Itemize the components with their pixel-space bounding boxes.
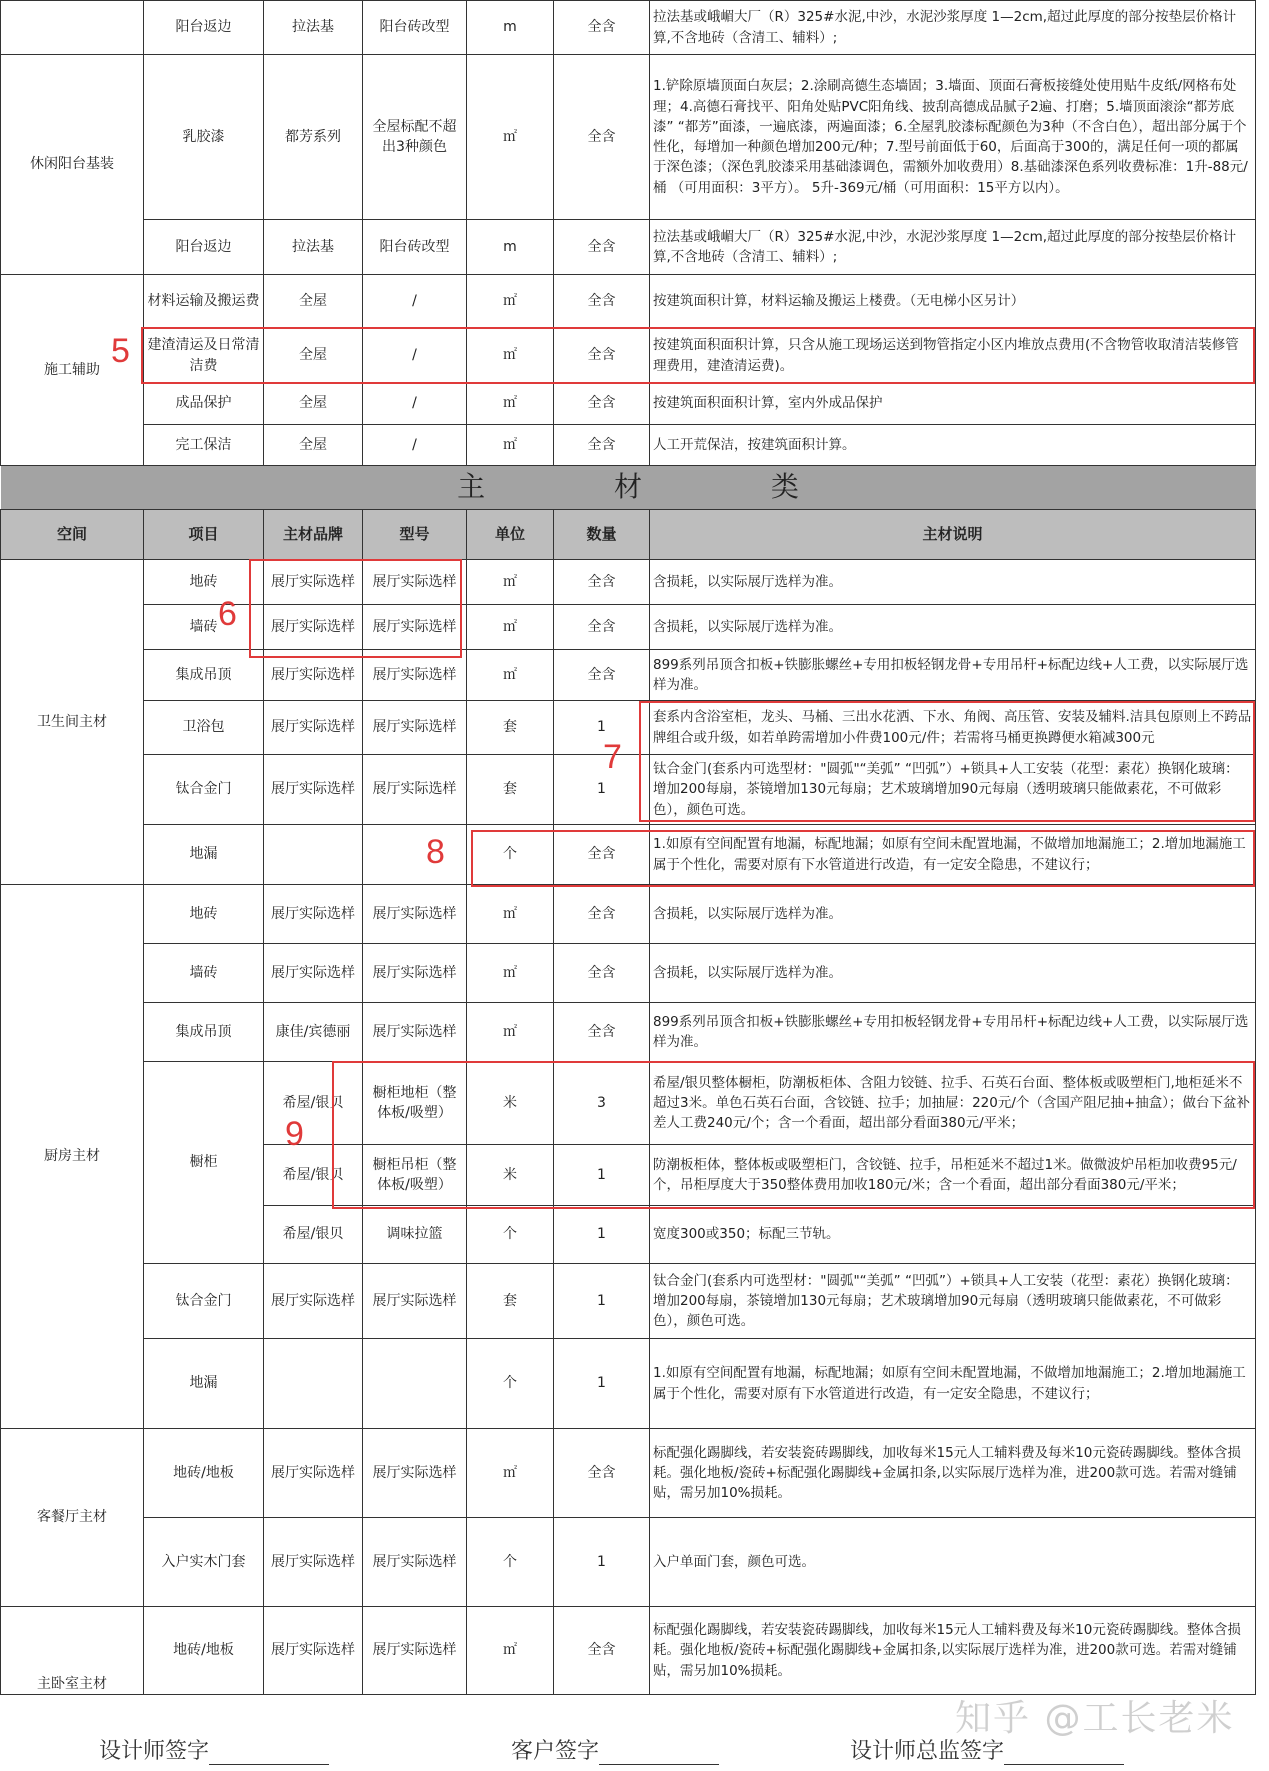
description-cell: 含损耗，以实际展厅选样为准。 (650, 605, 1256, 650)
description-cell: 1.铲除原墙顶面白灰层；2.涂刷高德生态墙固；3.墙面、顶面石膏板接缝处使用贴牛皮纸/网格布处理；4.高德石膏找平、阳角处贴PVC阳角线、披刮高德成品腻子2遍、打磨；5.墙顶面滚涂“都芳底漆” “都芳”面漆，一遍底漆，两遍面漆；6.全屋乳胶漆标配颜色为3种（不含白色），超出部分属于个性化，每增加一种颜色增加200元/种；7.型号前面低于60，后面高于300的，满足任何一项的都属于深色漆；（深色乳胶漆采用基础漆调色，需额外加收费用）8.基础漆深色系列收费标准：1升-88元/桶 （可用面积：3平方）。 5升-369元/桶（可用面积：15平方以内）。 (650, 55, 1256, 220)
annotation-number-9: 9 (285, 1115, 304, 1153)
column-header: 型号 (363, 510, 467, 560)
model-cell: 展厅实际选样 (363, 701, 467, 755)
brand-cell (264, 1339, 363, 1429)
qty-cell: 全含 (554, 1429, 650, 1518)
description-cell: 按建筑面积面积计算，室内外成品保护 (650, 383, 1256, 425)
table-row (1, 220, 1256, 275)
item-cell: 乳胶漆 (144, 55, 264, 220)
brand-cell: 全屋 (264, 329, 363, 383)
item-cell: 阳台返边 (144, 220, 264, 275)
table-row (1, 701, 1256, 755)
description-cell: 标配强化踢脚线，若安装瓷砖踢脚线，加收每米15元人工辅料费及每米10元瓷砖踢脚线。整体含损耗。强化地板/瓷砖+标配强化踢脚线+金属扣条,以实际展厅选样为准，进200款可选。若需对缝铺贴，需另加10%损耗。 (650, 1429, 1256, 1518)
item-cell: 集成吊顶 (144, 1003, 264, 1062)
table-row (1, 1339, 1256, 1429)
director-signature-line[interactable] (1004, 1744, 1124, 1765)
description-cell: 钛合金门(套系内可选型材："圆弧"“美弧” “凹弧”）+锁具+人工安装（花型：素花）换钢化玻璃：增加200每扇，茶镜增加130元每扇；艺术玻璃增加90元每扇（透明玻璃只能做素花，不可做彩色），颜色可选。 (650, 1264, 1256, 1339)
watermark: 知乎 @工长老米 (955, 1698, 1235, 1739)
unit-cell: ㎡ (467, 275, 554, 329)
qty-cell: 1 (554, 701, 650, 755)
item-cell: 地漏 (144, 1339, 264, 1429)
table-row (1, 1003, 1256, 1062)
qty-cell: 全含 (554, 650, 650, 701)
director-signature-label: 设计师总监签字 (850, 1739, 1005, 1764)
item-cell: 卫浴包 (144, 701, 264, 755)
qty-cell: 全含 (554, 560, 650, 605)
item-cell: 入户实木门套 (144, 1518, 264, 1607)
annotation-number-6: 6 (218, 595, 237, 633)
qty-cell: 全含 (554, 944, 650, 1003)
table-row (1, 275, 1256, 329)
brand-cell: 展厅实际选样 (264, 755, 363, 825)
model-cell: 橱柜地柜（整体板/吸塑） (363, 1062, 467, 1145)
item-cell: 地砖 (144, 885, 264, 944)
column-header: 数量 (554, 510, 650, 560)
qty-cell: 1 (554, 1518, 650, 1607)
model-cell: / (363, 329, 467, 383)
designer-signature-line[interactable] (209, 1744, 329, 1765)
brand-cell: 展厅实际选样 (264, 885, 363, 944)
description-cell: 入户单面门套，颜色可选。 (650, 1518, 1256, 1607)
table-row (1, 329, 1256, 383)
model-cell: 展厅实际选样 (363, 605, 467, 650)
annotation-number-7: 7 (603, 738, 622, 776)
unit-cell: ㎡ (467, 1429, 554, 1518)
table-row (1, 560, 1256, 605)
qty-cell: 全含 (554, 605, 650, 650)
unit-cell: 个 (467, 1518, 554, 1607)
unit-cell: ㎡ (467, 944, 554, 1003)
item-cell: 墙砖 (144, 944, 264, 1003)
unit-cell: m (467, 220, 554, 275)
unit-cell: ㎡ (467, 55, 554, 220)
qty-cell: 全含 (554, 825, 650, 885)
item-cell: 橱柜 (144, 1062, 264, 1264)
unit-cell: 个 (467, 1206, 554, 1264)
item-cell: 钛合金门 (144, 755, 264, 825)
section-title-row (1, 466, 1256, 510)
brand-cell: 全屋 (264, 275, 363, 329)
model-cell: 展厅实际选样 (363, 650, 467, 701)
brand-cell: 希屋/银贝 (264, 1206, 363, 1264)
unit-cell: m (467, 1, 554, 55)
designer-signature-label: 设计师签字 (99, 1739, 210, 1764)
table-row (1, 1, 1256, 55)
qty-cell: 1 (554, 1339, 650, 1429)
unit-cell: ㎡ (467, 885, 554, 944)
unit-cell: ㎡ (467, 425, 554, 466)
description-cell: 1.如原有空间配置有地漏，标配地漏；如原有空间未配置地漏，不做增加地漏施工；2.增加地漏施工属于个性化，需要对原有下水管道进行改造，有一定安全隐患，不建议行； (650, 825, 1256, 885)
qty-cell: 1 (554, 755, 650, 825)
brand-cell: 展厅实际选样 (264, 1518, 363, 1607)
model-cell: 展厅实际选样 (363, 944, 467, 1003)
section-title: 主 材 类 (1, 466, 1256, 510)
description-cell: 钛合金门(套系内可选型材："圆弧"“美弧” “凹弧”）+锁具+人工安装（花型：素花）换钢化玻璃：增加200每扇，茶镜增加130元每扇；艺术玻璃增加90元每扇（透明玻璃只能做素花，不可做彩色），颜色可选。 (650, 755, 1256, 825)
unit-cell: ㎡ (467, 605, 554, 650)
column-header: 主材说明 (650, 510, 1256, 560)
table-row (1, 825, 1256, 885)
table-row (1, 650, 1256, 701)
model-cell (363, 825, 467, 885)
unit-cell: ㎡ (467, 1003, 554, 1062)
brand-cell (264, 825, 363, 885)
unit-cell: 个 (467, 825, 554, 885)
description-cell: 拉法基或峨嵋大厂（R）325#水泥,中沙，水泥沙浆厚度 1—2cm,超过此厚度的部分按垫层价格计算,不含地砖（含清工、辅料）; (650, 220, 1256, 275)
brand-cell: 全屋 (264, 425, 363, 466)
model-cell: 展厅实际选样 (363, 1264, 467, 1339)
description-cell: 按建筑面积计算，材料运输及搬运上楼费。（无电梯小区另计） (650, 275, 1256, 329)
description-cell: 套系内含浴室柜，龙头、马桶、三出水花洒、下水、角阀、高压管、安装及辅料.洁具包原则上不跨品牌组合或升级，如若单跨需增加小件费100元/件；若需将马桶更换蹲便水箱减300元 (650, 701, 1256, 755)
model-cell (363, 1339, 467, 1429)
space-cell: 客餐厅主材 (1, 1429, 144, 1607)
qty-cell: 全含 (554, 275, 650, 329)
model-cell: 展厅实际选样 (363, 1429, 467, 1518)
qty-cell: 全含 (554, 329, 650, 383)
item-cell: 完工保洁 (144, 425, 264, 466)
description-cell: 含损耗，以实际展厅选样为准。 (650, 560, 1256, 605)
model-cell: 展厅实际选样 (363, 560, 467, 605)
unit-cell: 米 (467, 1062, 554, 1145)
qty-cell: 全含 (554, 1607, 650, 1695)
table-row (1, 1607, 1256, 1695)
qty-cell: 1 (554, 1206, 650, 1264)
column-header: 单位 (467, 510, 554, 560)
table-row (1, 885, 1256, 944)
brand-cell: 希屋/银贝 (264, 1145, 363, 1206)
qty-cell: 全含 (554, 383, 650, 425)
brand-cell: 拉法基 (264, 220, 363, 275)
director-signature[interactable] (850, 1734, 1124, 1765)
qty-cell: 全含 (554, 1003, 650, 1062)
model-cell: 调味拉篮 (363, 1206, 467, 1264)
item-cell: 地砖/地板 (144, 1607, 264, 1695)
description-cell: 899系列吊顶含扣板+铁膨胀螺丝+专用扣板轻钢龙骨+专用吊杆+标配边线+人工费，以实际展厅选样为准。 (650, 1003, 1256, 1062)
table-row (1, 1264, 1256, 1339)
unit-cell: ㎡ (467, 560, 554, 605)
brand-cell: 全屋 (264, 383, 363, 425)
item-cell: 地砖 (144, 560, 264, 605)
model-cell: 展厅实际选样 (363, 1003, 467, 1062)
model-cell: / (363, 383, 467, 425)
space-cell: 休闲阳台基装 (1, 55, 144, 275)
customer-signature-line[interactable] (599, 1744, 719, 1765)
space-cell: 主卧室主材 (1, 1607, 144, 1695)
model-cell: / (363, 425, 467, 466)
model-cell: 展厅实际选样 (363, 885, 467, 944)
item-cell: 成品保护 (144, 383, 264, 425)
description-cell: 含损耗，以实际展厅选样为准。 (650, 885, 1256, 944)
brand-cell: 展厅实际选样 (264, 1264, 363, 1339)
annotation-number-8: 8 (426, 833, 445, 871)
description-cell: 人工开荒保洁，按建筑面积计算。 (650, 425, 1256, 466)
brand-cell: 希屋/银贝 (264, 1062, 363, 1145)
table-row (1, 55, 1256, 220)
column-header: 项目 (144, 510, 264, 560)
space-cell (1, 1, 144, 55)
brand-cell: 康佳/宾德丽 (264, 1003, 363, 1062)
brand-cell: 都芳系列 (264, 55, 363, 220)
description-cell: 拉法基或峨嵋大厂（R）325#水泥,中沙，水泥沙浆厚度 1—2cm,超过此厚度的部分按垫层价格计算,不含地砖（含清工、辅料）; (650, 1, 1256, 55)
qty-cell: 全含 (554, 1, 650, 55)
customer-signature-label: 客户签字 (511, 1739, 600, 1764)
model-cell: 阳台砖改型 (363, 1, 467, 55)
model-cell: 全屋标配不超出3种颜色 (363, 55, 467, 220)
model-cell: 展厅实际选样 (363, 755, 467, 825)
brand-cell: 拉法基 (264, 1, 363, 55)
item-cell: 钛合金门 (144, 1264, 264, 1339)
description-cell: 标配强化踢脚线，若安装瓷砖踢脚线，加收每米15元人工辅料费及每米10元瓷砖踢脚线。整体含损耗。强化地板/瓷砖+标配强化踢脚线+金属扣条,以实际展厅选样为准，进200款可选。若需对缝铺贴，需另加10%损耗。 (650, 1607, 1256, 1695)
unit-cell: ㎡ (467, 329, 554, 383)
brand-cell: 展厅实际选样 (264, 650, 363, 701)
table-row (1, 383, 1256, 425)
table-row (1, 605, 1256, 650)
brand-cell: 展厅实际选样 (264, 944, 363, 1003)
qty-cell: 1 (554, 1145, 650, 1206)
description-cell: 899系列吊顶含扣板+铁膨胀螺丝+专用扣板轻钢龙骨+专用吊杆+标配边线+人工费，以实际展厅选样为准。 (650, 650, 1256, 701)
designer-signature[interactable] (99, 1734, 329, 1765)
item-cell: 地砖/地板 (144, 1429, 264, 1518)
unit-cell: ㎡ (467, 1607, 554, 1695)
space-cell: 厨房主材 (1, 885, 144, 1429)
column-header: 空间 (1, 510, 144, 560)
item-cell: 材料运输及搬运费 (144, 275, 264, 329)
description-cell: 按建筑面积面积计算，只含从施工现场运送到物管指定小区内堆放点费用(不含物管收取清洁装修管理费用，建渣清运费)。 (650, 329, 1256, 383)
qty-cell: 3 (554, 1062, 650, 1145)
item-cell: 集成吊顶 (144, 650, 264, 701)
qty-cell: 1 (554, 1264, 650, 1339)
description-cell: 1.如原有空间配置有地漏，标配地漏；如原有空间未配置地漏，不做增加地漏施工；2.增加地漏施工属于个性化，需要对原有下水管道进行改造，有一定安全隐患，不建议行； (650, 1339, 1256, 1429)
description-cell: 希屋/银贝整体橱柜，防潮板柜体、含阻力铰链、拉手、石英石台面、整体板或吸塑柜门,地柜延米不超过3米。单色石英石台面，含铰链、拉手；加抽屉：220元/个（含国产阻尼抽+抽盒）；做台下盆补差人工费240元/个；含一个看面，超出部分看面380元/平米； (650, 1062, 1256, 1145)
table-row (1, 1062, 1256, 1145)
space-cell: 施工辅助 (1, 275, 144, 466)
description-cell: 宽度300或350；标配三节轨。 (650, 1206, 1256, 1264)
table-row (1, 1518, 1256, 1607)
table-row (1, 1429, 1256, 1518)
space-cell: 卫生间主材 (1, 560, 144, 885)
table-row (1, 755, 1256, 825)
description-cell: 防潮板柜体，整体板或吸塑柜门，含铰链、拉手，吊柜延米不超过1米。做微波炉吊柜加收费95元/个，吊柜厚度大于350整体费用加收180元/米；含一个看面，超出部分看面380元/平米； (650, 1145, 1256, 1206)
brand-cell: 展厅实际选样 (264, 605, 363, 650)
unit-cell: 个 (467, 1339, 554, 1429)
qty-cell: 全含 (554, 425, 650, 466)
brand-cell: 展厅实际选样 (264, 1607, 363, 1695)
table-row (1, 425, 1256, 466)
item-cell: 地漏 (144, 825, 264, 885)
annotation-number-5: 5 (111, 332, 130, 370)
unit-cell: 套 (467, 701, 554, 755)
unit-cell: 米 (467, 1145, 554, 1206)
model-cell: 展厅实际选样 (363, 1607, 467, 1695)
qty-cell: 全含 (554, 885, 650, 944)
unit-cell: ㎡ (467, 650, 554, 701)
header-row (1, 510, 1256, 560)
model-cell: 阳台砖改型 (363, 220, 467, 275)
model-cell: 展厅实际选样 (363, 1518, 467, 1607)
unit-cell: 套 (467, 755, 554, 825)
brand-cell: 展厅实际选样 (264, 560, 363, 605)
item-cell: 建渣清运及日常清洁费 (144, 329, 264, 383)
model-cell: / (363, 275, 467, 329)
qty-cell: 全含 (554, 55, 650, 220)
column-header: 主材品牌 (264, 510, 363, 560)
unit-cell: ㎡ (467, 383, 554, 425)
description-cell: 含损耗，以实际展厅选样为准。 (650, 944, 1256, 1003)
brand-cell: 展厅实际选样 (264, 701, 363, 755)
customer-signature[interactable] (511, 1734, 719, 1765)
qty-cell: 全含 (554, 220, 650, 275)
item-cell: 墙砖 (144, 605, 264, 650)
table-row (1, 944, 1256, 1003)
model-cell: 橱柜吊柜（整体板/吸塑） (363, 1145, 467, 1206)
unit-cell: 套 (467, 1264, 554, 1339)
brand-cell: 展厅实际选样 (264, 1429, 363, 1518)
item-cell: 阳台返边 (144, 1, 264, 55)
